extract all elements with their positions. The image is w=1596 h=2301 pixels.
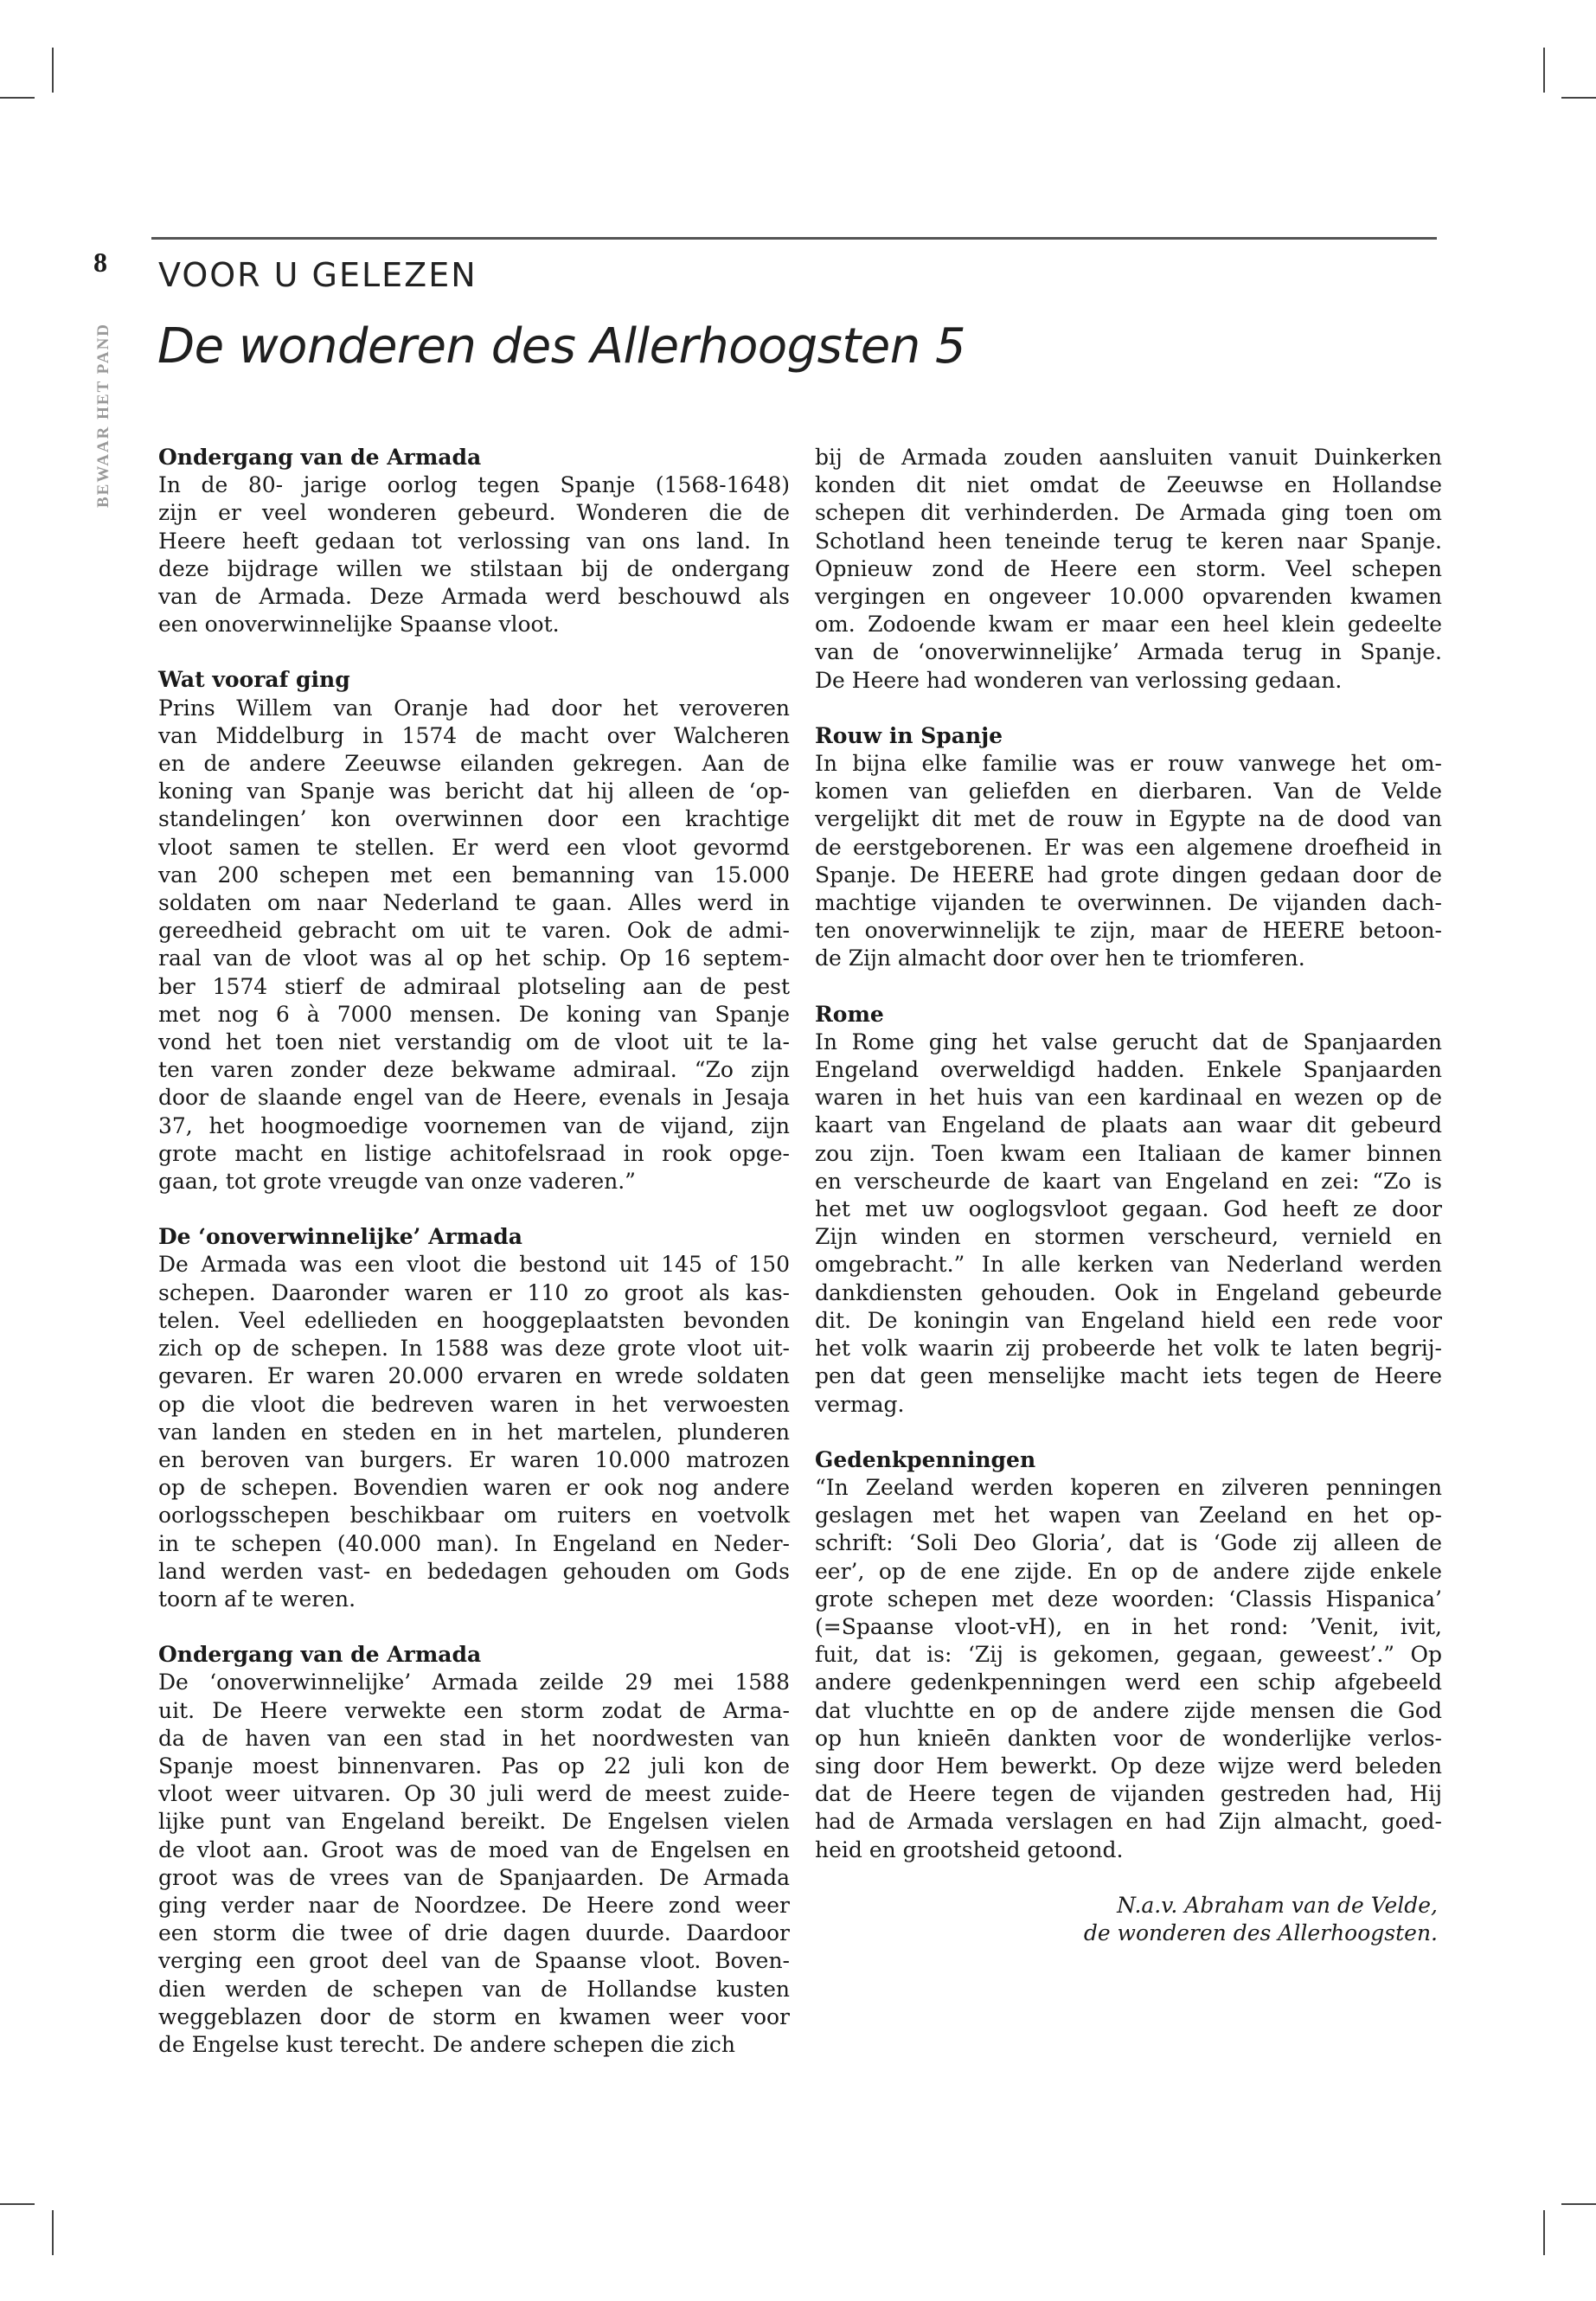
text-line: Opnieuw zond de Heere een storm. Veel schepen (815, 555, 1442, 581)
text-line: pen dat geen menselijke macht iets tegen de Heere (815, 1363, 1442, 1389)
text-line: oorlogsschepen beschikbaar om ruiters en voetvolk (158, 1503, 790, 1529)
text-line: standelingen’ kon overwinnen door een krachtige (158, 806, 790, 832)
text-line: geslagen met het wapen van Zeeland en het op- (815, 1503, 1442, 1529)
text-line: heid en grootsheid getoond. (815, 1836, 1124, 1862)
article-section (815, 444, 1442, 695)
text-line: vloot weer uitvaren. Op 30 juli werd de meest zuide- (158, 1781, 790, 1807)
article-section (158, 1223, 790, 1613)
text-line: vond het toen niet verstandig om de vloot uit te la- (158, 1029, 790, 1055)
text-line: Schotland heen teneinde terug te keren naar Spanje. (815, 528, 1442, 554)
text-line: gereedheid gebracht om uit te varen. Ook de admi- (158, 918, 790, 944)
section-heading: Ondergang van de Armada (158, 445, 482, 470)
text-line: de Zijn almacht door over hen te triomferen. (815, 945, 1305, 971)
text-line: vergingen en ongeveer 10.000 opvarenden kwamen (815, 584, 1442, 610)
text-line: ten onoverwinnelijk te zijn, maar de HEERE betoon- (815, 918, 1442, 944)
text-line: raal van de vloot was al op het schip. Op 16 septem- (158, 945, 790, 971)
crop-mark (0, 97, 35, 99)
text-line: gaan, tot grote vreugde van onze vaderen.” (158, 1169, 636, 1195)
article-section (815, 722, 1442, 973)
section-heading: Ondergang van de Armada (158, 1642, 482, 1668)
top-rule (151, 237, 1437, 240)
text-line: Prins Willem van Oranje had door het veroveren (158, 695, 790, 721)
text-line: fuit, dat is: ‘Zij is gekomen, gegaan, geweest’.” Op (815, 1642, 1442, 1668)
text-line: schrift: ‘Soli Deo Gloria’, dat is ‘Gode zij alleen de (815, 1530, 1442, 1556)
text-line: zou zijn. Toen kwam een Italiaan de kamer binnen (815, 1140, 1442, 1166)
text-line: Spanje. De HEERE had grote dingen gedaan door de (815, 862, 1442, 888)
crop-mark (52, 2210, 54, 2255)
section-body (158, 1251, 790, 1613)
text-line: konden dit niet omdat de Zeeuwse en Hollandse (815, 472, 1442, 498)
text-line: schepen dit verhinderden. De Armada ging toen om (815, 500, 1442, 526)
text-line: land werden vast- en bededagen gehouden om Gods (158, 1558, 790, 1584)
text-line: De ‘onoverwinnelijke’ Armada zeilde 29 mei 1588 (158, 1670, 790, 1695)
text-line: om. Zodoende kwam er maar een heel klein gedeelte (815, 612, 1442, 638)
text-line: soldaten om naar Nederland te gaan. Alles werd in (158, 890, 790, 916)
crop-mark (1543, 2210, 1545, 2255)
text-line: dit. De koningin van Engeland hield een rede voor (815, 1307, 1442, 1333)
signature-line: de wonderen des Allerhoogsten. (1083, 1920, 1438, 1945)
text-line: de Engelse kust terecht. De andere schepen die zich (158, 2031, 736, 2057)
text-line: komen van geliefden en dierbaren. Van de Velde (815, 779, 1442, 804)
text-line: zich op de schepen. In 1588 was deze grote vloot uit- (158, 1336, 790, 1362)
text-line: telen. Veel edellieden en hooggeplaatsten bevonden (158, 1307, 790, 1333)
text-line: gevaren. Er waren 20.000 ervaren en wrede soldaten (158, 1363, 790, 1389)
text-line: andere gedenkpenningen werd een schip afgebeeld (815, 1670, 1442, 1695)
text-line: van de Armada. Deze Armada werd beschouwd als (158, 584, 790, 610)
text-line: van landen en steden en in het martelen, plunderen (158, 1419, 790, 1445)
text-line: schepen. Daaronder waren er 110 zo groot als kas- (158, 1279, 790, 1305)
section-body (158, 695, 790, 1196)
text-line: dankdiensten gehouden. Ook in Engeland gebeurde (815, 1279, 1442, 1305)
text-line: had de Armada verslagen en had Zijn almacht, goed- (815, 1809, 1442, 1835)
text-line: en verscheurde de kaart van Engeland en zei: “Zo is (815, 1168, 1442, 1194)
text-line: ten varen zonder deze bekwame admiraal. “Zo zijn (158, 1057, 790, 1083)
text-line: In de 80- jarige oorlog tegen Spanje (1568-1648) (158, 472, 790, 498)
text-line: vermag. (815, 1391, 905, 1417)
article-section (158, 1641, 790, 2059)
text-line: het met uw ooglogsvloot gegaan. God heeft ze door (815, 1196, 1442, 1222)
text-line: machtige vijanden te overwinnen. De vijanden dach- (815, 890, 1442, 916)
page-title: De wonderen des Allerhoogsten 5 (157, 318, 966, 375)
text-line: da de haven van een stad in het noordwesten van (158, 1725, 790, 1751)
text-line: de vloot aan. Groot was de moed van de Engelsen en (158, 1836, 790, 1862)
running-head-text: BEWAAR HET PAND (94, 322, 112, 509)
text-line: uit. De Heere verwekte een storm zodat de Arma- (158, 1697, 790, 1723)
text-line: op die vloot die bedreven waren in het verwoesten (158, 1391, 790, 1417)
text-line: vergelijkt dit met de rouw in Egypte na de dood van (815, 806, 1442, 832)
section-body (158, 1669, 790, 2059)
text-line: dat vluchtte en op de andere zijde mensen die God (815, 1697, 1442, 1723)
text-line: deze bijdrage willen we stilstaan bij de ondergang (158, 555, 790, 581)
text-line: omgebracht.” In alle kerken van Nederland werden (815, 1252, 1442, 1278)
text-line: en beroven van burgers. Er waren 10.000 matrozen (158, 1446, 790, 1472)
signature-line: N.a.v. Abraham van de Velde, (1117, 1892, 1438, 1918)
text-line: in te schepen (40.000 man). In Engeland en Neder- (158, 1530, 790, 1556)
section-body (815, 444, 1442, 695)
text-line: waren in het huis van een kardinaal en wezen op de (815, 1085, 1442, 1111)
text-line: groot was de vrees van de Spanjaarden. De Armada (158, 1864, 790, 1890)
text-line: een storm die twee of drie dagen duurde. Daardoor (158, 1920, 790, 1946)
text-line: sing door Hem bewerkt. Op deze wijze werd beleden (815, 1753, 1442, 1779)
text-line: De Armada was een vloot die bestond uit 145 of 150 (158, 1252, 790, 1278)
article-section (815, 1001, 1442, 1419)
section-body (815, 1029, 1442, 1419)
text-line: Heere heeft gedaan tot verlossing van ons land. In (158, 528, 790, 554)
text-line: grote schepen met deze woorden: ‘Classis Hispanica’ (815, 1586, 1442, 1612)
crop-mark (52, 48, 54, 93)
text-line: “In Zeeland werden koperen en zilveren penningen (815, 1474, 1442, 1500)
text-line: vloot samen te stellen. Er werd een vloot gevormd (158, 834, 790, 860)
section-body (815, 1474, 1442, 1864)
section-heading: Gedenkpenningen (815, 1446, 1036, 1472)
right-column (815, 444, 1442, 1947)
text-line: met nog 6 à 7000 mensen. De koning van Spanje (158, 1001, 790, 1027)
section-label: VOOR U GELEZEN (158, 256, 478, 294)
crop-mark (0, 2203, 35, 2205)
crop-mark (1561, 2203, 1596, 2205)
text-line: door de slaande engel van de Heere, evenals in Jesaja (158, 1085, 790, 1111)
section-body (815, 750, 1442, 973)
text-line: De Heere had wonderen van verlossing gedaan. (815, 667, 1343, 693)
text-line: toorn af te weren. (158, 1586, 356, 1612)
text-line: ber 1574 stierf de admiraal plotseling aan de pest (158, 973, 790, 999)
text-line: het volk waarin zij probeerde het volk te laten begrij- (815, 1336, 1442, 1362)
text-line: dat de Heere tegen de vijanden gestreden had, Hij (815, 1781, 1442, 1807)
text-line: dien werden de schepen van de Hollandse kusten (158, 1976, 790, 2002)
text-line: Spanje moest binnenvaren. Pas op 22 juli kon de (158, 1753, 790, 1779)
article-section (158, 666, 790, 1195)
text-line: op hun knieēn dankten voor de wonderlijke verlos- (815, 1725, 1442, 1751)
text-line: bij de Armada zouden aansluiten vanuit Duinkerken (815, 445, 1442, 470)
left-column (158, 444, 790, 2086)
text-line: de eerstgeborenen. Er was een algemene droefheid in (815, 834, 1442, 860)
text-line: een onoverwinnelijke Spaanse vloot. (158, 612, 560, 638)
text-line: In Rome ging het valse gerucht dat de Spanjaarden (815, 1029, 1442, 1054)
crop-mark (1561, 97, 1596, 99)
section-heading: Rouw in Spanje (815, 722, 1003, 748)
page-number: 8 (93, 247, 107, 278)
text-line: van 200 schepen met een bemanning van 15.000 (158, 862, 790, 888)
signature (815, 1892, 1438, 1947)
text-line: ging verder naar de Noordzee. De Heere zond weer (158, 1892, 790, 1918)
text-line: Engeland overweldigd hadden. Enkele Spanjaarden (815, 1057, 1442, 1083)
text-line: op de schepen. Bovendien waren er ook nog andere (158, 1475, 790, 1501)
text-line: Zijn winden en stormen verscheurd, vernield en (815, 1224, 1442, 1250)
text-line: weggeblazen door de storm en kwamen weer voor (158, 2003, 790, 2029)
section-body (158, 471, 790, 638)
text-line: van de ‘onoverwinnelijke’ Armada terug in Spanje. (815, 639, 1442, 665)
text-line: verging een groot deel van de Spaanse vloot. Boven- (158, 1948, 790, 1974)
text-line: koning van Spanje was bericht dat hij alleen de ‘op- (158, 779, 790, 804)
running-head (78, 303, 130, 528)
section-heading: Rome (815, 1001, 884, 1027)
text-line: 37, het hoogmoedige voornemen van de vijand, zijn (158, 1112, 790, 1138)
section-heading: De ‘onoverwinnelijke’ Armada (158, 1224, 522, 1250)
crop-mark (1543, 48, 1545, 93)
text-line: zijn er veel wonderen gebeurd. Wonderen die de (158, 500, 790, 526)
text-line: en de andere Zeeuwse eilanden gekregen. Aan de (158, 751, 790, 777)
article-section (158, 444, 790, 638)
text-line: van Middelburg in 1574 de macht over Walcheren (158, 722, 790, 748)
text-line: In bijna elke familie was er rouw vanwege het om- (815, 751, 1442, 777)
text-line: grote macht en listige achitofelsraad in rook opge- (158, 1140, 790, 1166)
text-line: (=Spaanse vloot-vH), en in het rond: ’Venit, ivit, (815, 1613, 1442, 1639)
text-line: eer’, op de ene zijde. En op de andere zijde enkele (815, 1558, 1442, 1584)
section-heading: Wat vooraf ging (158, 667, 350, 693)
text-line: kaart van Engeland de plaats aan waar dit gebeurd (815, 1112, 1442, 1138)
text-line: lijke punt van Engeland bereikt. De Engelsen vielen (158, 1809, 790, 1835)
article-section (815, 1446, 1442, 1864)
